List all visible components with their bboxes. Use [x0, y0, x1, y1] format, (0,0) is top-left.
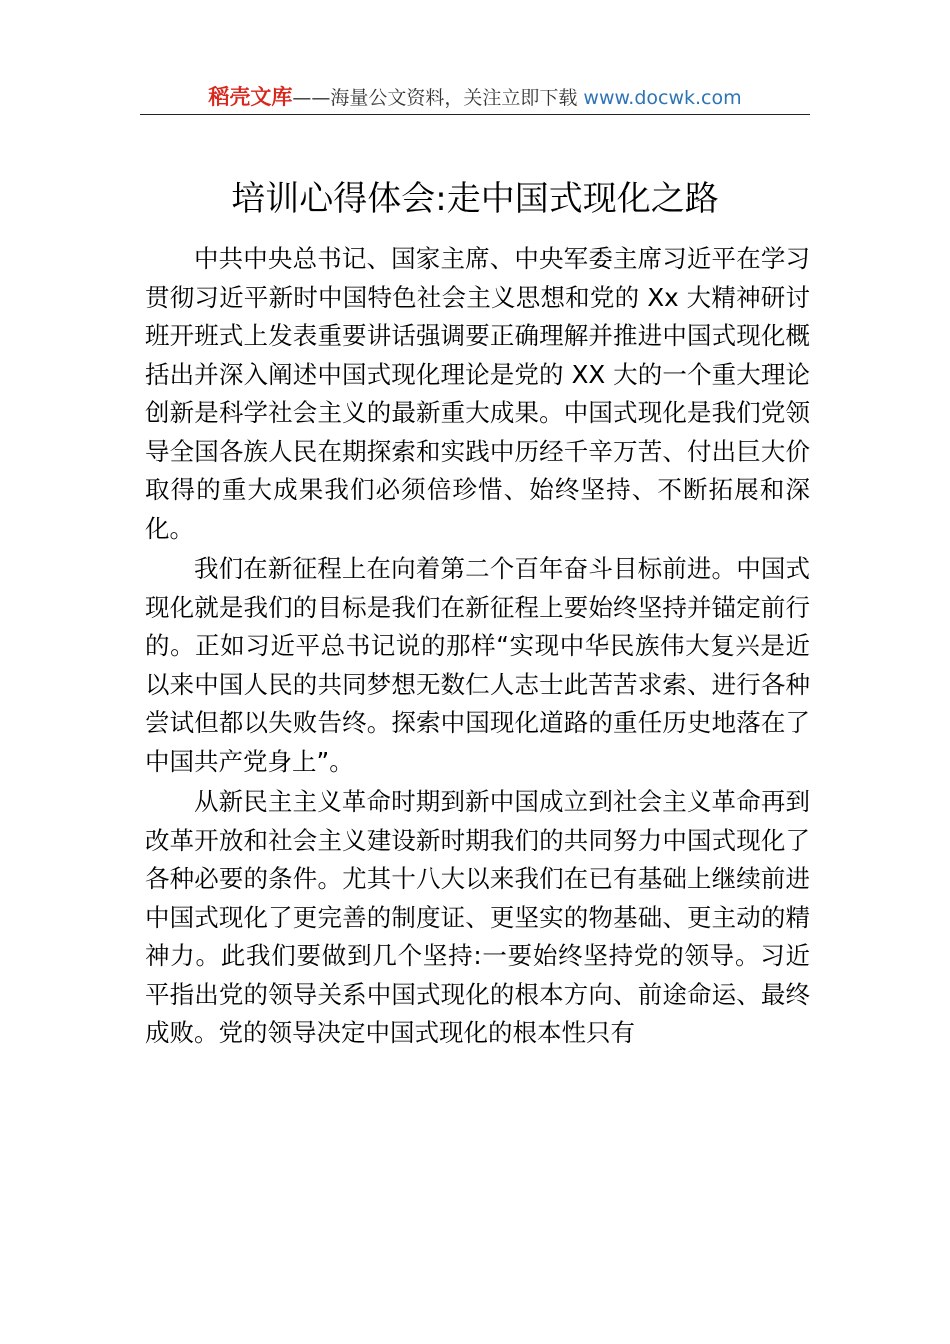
brand-name: 稻壳文库 — [208, 85, 293, 109]
header-tagline: ——海量公文资料，关注立即下载 — [292, 87, 578, 109]
page-header — [140, 82, 810, 114]
document-body — [145, 240, 810, 1053]
document-title: 培训心得体会:走中国式现化之路 — [231, 178, 719, 219]
body-paragraph: 中共中央总书记、国家主席、中央军委主席习近平在学习贯彻习近平新时中国特色社会主义思想和党的 Xx 大精神研讨班开班式上发表重要讲话强调要正确理解并推进中国式现化概括出并深入阐述中国式现化理论是党的 XX 大的一个重大理论创新是科学社会主义的最新重大成果。中国式现化是我们党领导全国各族人民在期探索和实践中历经千辛万苦、付出巨大价取得的重大成果我们必须倍珍惜、始终坚持、不断拓展和深化。 — [145, 244, 810, 543]
body-paragraph: 我们在新征程上在向着第二个百年奋斗目标前进。中国式现化就是我们的目标是我们在新征程上要始终坚持并锚定前行的。正如习近平总书记说的那样“实现中华民族伟大复兴是近以来中国人民的共同梦想无数仁人志士此苦苦求索、进行各种尝试但都以失败告终。探索中国现化道路的重任历史地落在了中国共产党身上”。 — [145, 554, 810, 776]
site-url-link[interactable]: www.docwk.com — [583, 87, 742, 109]
header-divider — [140, 114, 810, 115]
body-paragraph: 从新民主主义革命时期到新中国成立到社会主义革命再到改革开放和社会主义建设新时期我们的共同努力中国式现化了各种必要的条件。尤其十八大以来我们在已有基础上继续前进中国式现化了更完善的制度证、更坚实的物基础、更主动的精神力。此我们要做到几个坚持:一要始终坚持党的领导。习近平指出党的领导关系中国式现化的根本方向、前途命运、最终成败。党的领导决定中国式现化的根本性只有 — [145, 787, 810, 1047]
